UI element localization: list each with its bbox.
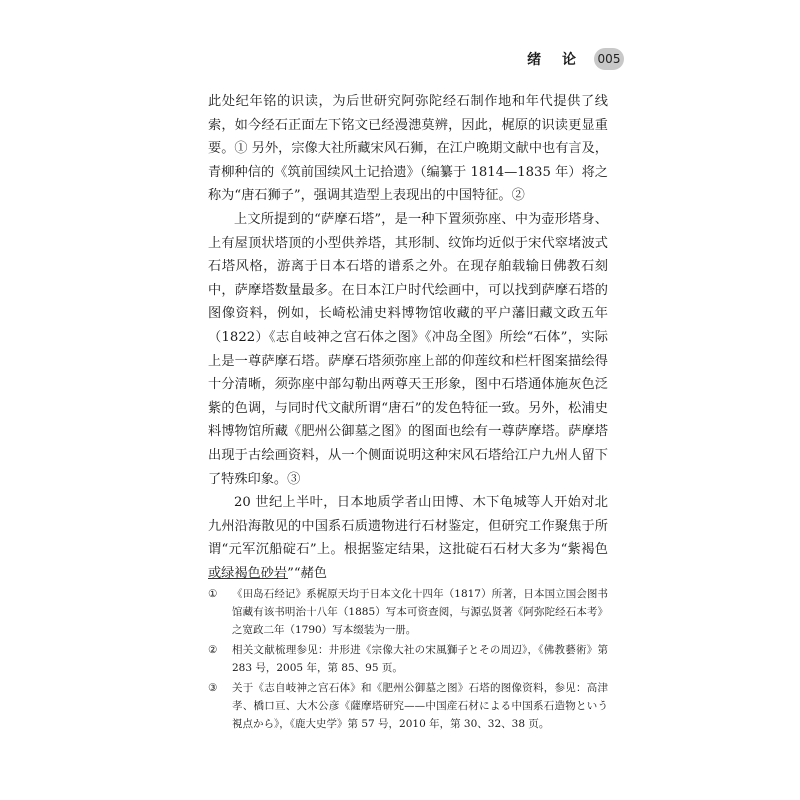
running-title: 绪 论 [527,52,584,68]
paragraph: 此处纪年铭的识读，为后世研究阿弥陀经石制作地和年代提供了线索，如今经石正面左下铭文已经漫漶莫辨，因此，梶原的识读更显重要。① 另外，宗像大社所藏宋风石狮，在江户晚期文献中也有言及，青柳种信的《筑前国续风土记拾遗》（编纂于 1814—1835 年）将之称为“唐石狮子”，强调其造型上表现出的中国特征。② [208,94,608,204]
page-header [527,48,624,70]
footnote [208,641,608,677]
footnote [208,585,608,639]
footnote-rule [208,578,288,579]
footnote-mark: ③ [208,682,218,694]
body-text [208,90,608,585]
footnote-text: 相关文献梳理参见：井形进《宗像大社の宋風獅子とその周辺》，《佛教藝術》第 283 号，2005 年，第 85、95 页。 [232,644,608,674]
footnote [208,679,608,733]
footnotes [208,578,608,735]
paragraph: 上文所提到的“萨摩石塔”，是一种下置须弥座、中为壶形塔身、上有屋顶状塔顶的小型供养塔，其形制、纹饰均近似于宋代窣堵波式石塔风格，游离于日本石塔的谱系之外。在现存舶载输日佛教石刻中，萨摩塔数量最多。在日本江户时代绘画中，可以找到萨摩石塔的图像资料，例如，长崎松浦史料博物馆收藏的平户藩旧藏文政五年（1822）《志自岐神之宫石体之图》《冲岛全图》所绘“石体”，实际上是一尊萨摩石塔。萨摩石塔须弥座上部的仰莲纹和栏杆图案描绘得十分清晰，须弥座中部勾勒出两尊天王形象，图中石塔通体施灰色泛紫的色调，与同时代文献所谓“唐石”的发色特征一致。另外，松浦史料博物馆所藏《肥州公御墓之图》的图面也绘有一尊萨摩塔。萨摩塔出现于古绘画资料，从一个侧面说明这种宋风石塔给江户九州人留下了特殊印象。③ [208,211,608,487]
page-number: 005 [594,48,624,70]
footnote-text: 《田岛石经记》系梶原天均于日本文化十四年（1817）所著，日本国立国会图书馆藏有该书明治十八年（1885）写本可资查阅，与源弘贤著《阿弥陀经石本考》之宽政二年（1790）写本缀装为一册。 [232,588,608,636]
footnote-mark: ① [208,588,218,600]
footnote-text: 关于《志自岐神之宫石体》和《肥州公御墓之图》石塔的图像资料，参见：高津孝、橋口亘、大木公彦《薩摩塔研究——中国産石材による中国系石造物という視点から》，《鹿大史学》第 57 号，2010 年，第 30、32、38 页。 [232,682,608,730]
paragraph: 20 世纪上半叶，日本地质学者山田博、木下龟城等人开始对北九州沿海散见的中国系石质遗物进行石材鉴定，但研究工作聚焦于所谓“元军沉船碇石”上。根据鉴定结果，这批碇石石材大多为“紫褐色或绿褐色砂岩”“赭色 [208,495,608,581]
footnote-mark: ② [208,644,218,656]
